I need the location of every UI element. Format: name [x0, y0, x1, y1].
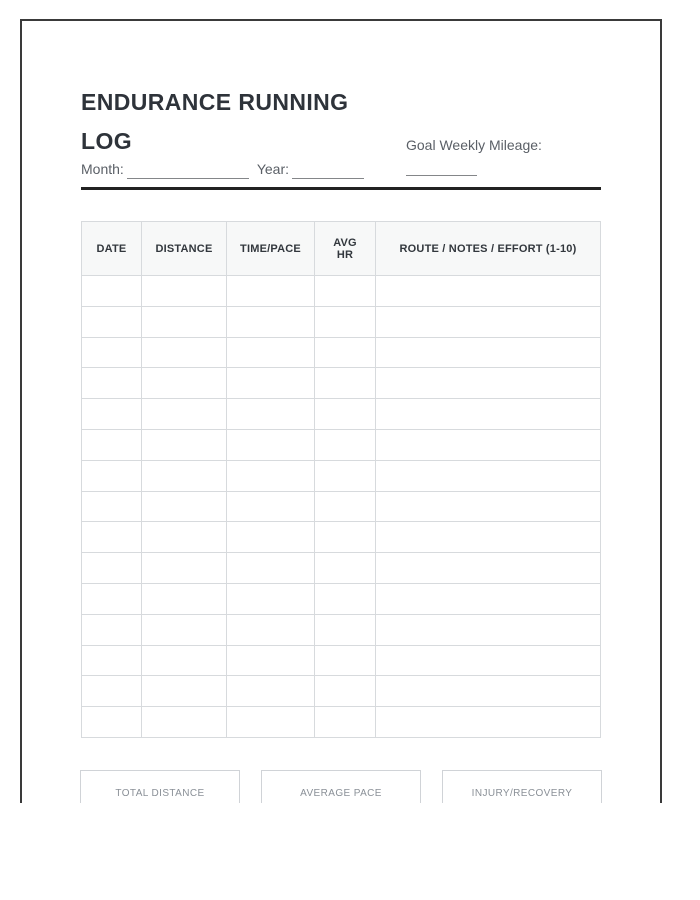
log-cell[interactable]	[82, 276, 142, 307]
log-cell[interactable]	[82, 707, 142, 738]
log-cell[interactable]	[376, 460, 601, 491]
log-cell[interactable]	[142, 707, 227, 738]
average-pace-box[interactable]	[261, 770, 421, 803]
log-cell[interactable]	[376, 645, 601, 676]
month-year-row	[81, 161, 364, 179]
column-header-distance	[142, 222, 227, 276]
log-cell[interactable]	[376, 306, 601, 337]
log-cell[interactable]	[142, 399, 227, 430]
log-cell[interactable]	[227, 583, 315, 614]
log-cell[interactable]	[315, 645, 376, 676]
log-cell[interactable]	[82, 645, 142, 676]
log-cell[interactable]	[82, 583, 142, 614]
log-cell[interactable]	[315, 306, 376, 337]
log-cell[interactable]	[142, 645, 227, 676]
log-cell[interactable]	[227, 276, 315, 307]
log-cell[interactable]	[227, 399, 315, 430]
log-cell[interactable]	[142, 553, 227, 584]
log-cell[interactable]	[315, 276, 376, 307]
year-label: Year:	[256, 161, 289, 177]
log-cell[interactable]	[315, 522, 376, 553]
table-row	[82, 645, 601, 676]
log-cell[interactable]	[376, 707, 601, 738]
page-title: ENDURANCE RUNNING LOG	[81, 89, 349, 154]
log-cell[interactable]	[227, 553, 315, 584]
table-row	[82, 429, 601, 460]
log-cell[interactable]	[315, 676, 376, 707]
table-row	[82, 399, 601, 430]
summary-row	[80, 770, 602, 803]
log-cell[interactable]	[376, 553, 601, 584]
log-cell[interactable]	[315, 429, 376, 460]
column-header-distance-label: DISTANCE	[155, 242, 213, 255]
log-cell[interactable]	[82, 491, 142, 522]
table-row	[82, 676, 601, 707]
total-distance-box[interactable]	[80, 770, 240, 803]
log-cell[interactable]	[376, 368, 601, 399]
log-cell[interactable]	[376, 399, 601, 430]
log-cell[interactable]	[227, 460, 315, 491]
log-cell[interactable]	[315, 614, 376, 645]
log-cell[interactable]	[82, 614, 142, 645]
log-cell[interactable]	[227, 337, 315, 368]
log-cell[interactable]	[227, 614, 315, 645]
log-cell[interactable]	[376, 491, 601, 522]
table-row	[82, 460, 601, 491]
log-cell[interactable]	[82, 522, 142, 553]
log-cell[interactable]	[376, 276, 601, 307]
form-page	[20, 19, 662, 803]
column-header-route-notes-effort	[376, 222, 601, 276]
goal-weekly-mileage-input-line[interactable]	[406, 159, 477, 176]
log-cell[interactable]	[82, 306, 142, 337]
log-cell[interactable]	[142, 522, 227, 553]
log-cell[interactable]	[142, 276, 227, 307]
total-distance-label: TOTAL DISTANCE	[115, 788, 205, 799]
log-cell[interactable]	[227, 491, 315, 522]
log-cell[interactable]	[315, 399, 376, 430]
log-cell[interactable]	[227, 676, 315, 707]
log-cell[interactable]	[227, 645, 315, 676]
log-cell[interactable]	[315, 553, 376, 584]
log-table-body	[82, 276, 601, 738]
log-cell[interactable]	[142, 337, 227, 368]
log-cell[interactable]	[315, 583, 376, 614]
average-pace-label: AVERAGE PACE	[300, 788, 382, 799]
column-header-avg-hr	[315, 222, 376, 276]
month-input-line[interactable]	[127, 161, 249, 179]
log-cell[interactable]	[376, 676, 601, 707]
table-row	[82, 614, 601, 645]
table-row	[82, 491, 601, 522]
log-cell[interactable]	[82, 337, 142, 368]
log-cell[interactable]	[376, 429, 601, 460]
table-row	[82, 368, 601, 399]
header-divider	[81, 187, 601, 190]
log-cell[interactable]	[82, 399, 142, 430]
column-header-time-pace	[227, 222, 315, 276]
log-cell[interactable]	[82, 429, 142, 460]
log-cell[interactable]	[376, 337, 601, 368]
log-cell[interactable]	[142, 583, 227, 614]
log-cell[interactable]	[315, 460, 376, 491]
column-header-date	[82, 222, 142, 276]
running-log-table	[81, 221, 601, 738]
log-cell[interactable]	[227, 707, 315, 738]
table-row	[82, 337, 601, 368]
year-input-line[interactable]	[292, 161, 364, 179]
log-cell[interactable]	[142, 676, 227, 707]
table-row	[82, 707, 601, 738]
table-row	[82, 583, 601, 614]
table-row	[82, 276, 601, 307]
log-cell[interactable]	[82, 460, 142, 491]
column-header-time-pace-label: TIME/PACE	[240, 242, 301, 255]
goal-weekly-mileage-label: Goal Weekly Mileage:	[406, 137, 542, 153]
injury-recovery-label: INJURY/RECOVERY	[471, 788, 573, 799]
column-header-date-label: DATE	[96, 242, 127, 255]
log-cell[interactable]	[142, 460, 227, 491]
log-cell[interactable]	[82, 553, 142, 584]
log-cell[interactable]	[315, 337, 376, 368]
column-header-route-notes-effort-label: ROUTE / NOTES / EFFORT (1-10)	[399, 242, 577, 255]
log-table-header	[82, 222, 601, 276]
injury-recovery-box[interactable]	[442, 770, 602, 803]
table-row	[82, 522, 601, 553]
log-cell[interactable]	[82, 368, 142, 399]
column-header-avg-hr-label: AVG HR	[333, 236, 357, 261]
log-cell[interactable]	[82, 676, 142, 707]
log-cell[interactable]	[142, 429, 227, 460]
month-label: Month:	[81, 161, 124, 177]
log-cell[interactable]	[142, 614, 227, 645]
log-cell[interactable]	[227, 368, 315, 399]
log-cell[interactable]	[227, 429, 315, 460]
log-cell[interactable]	[315, 491, 376, 522]
log-cell[interactable]	[376, 583, 601, 614]
log-cell[interactable]	[376, 614, 601, 645]
log-cell[interactable]	[315, 368, 376, 399]
log-cell[interactable]	[227, 522, 315, 553]
log-cell[interactable]	[227, 306, 315, 337]
table-row	[82, 553, 601, 584]
log-cell[interactable]	[142, 306, 227, 337]
log-cell[interactable]	[142, 491, 227, 522]
log-cell[interactable]	[315, 707, 376, 738]
table-row	[82, 306, 601, 337]
log-cell[interactable]	[376, 522, 601, 553]
log-cell[interactable]	[142, 368, 227, 399]
